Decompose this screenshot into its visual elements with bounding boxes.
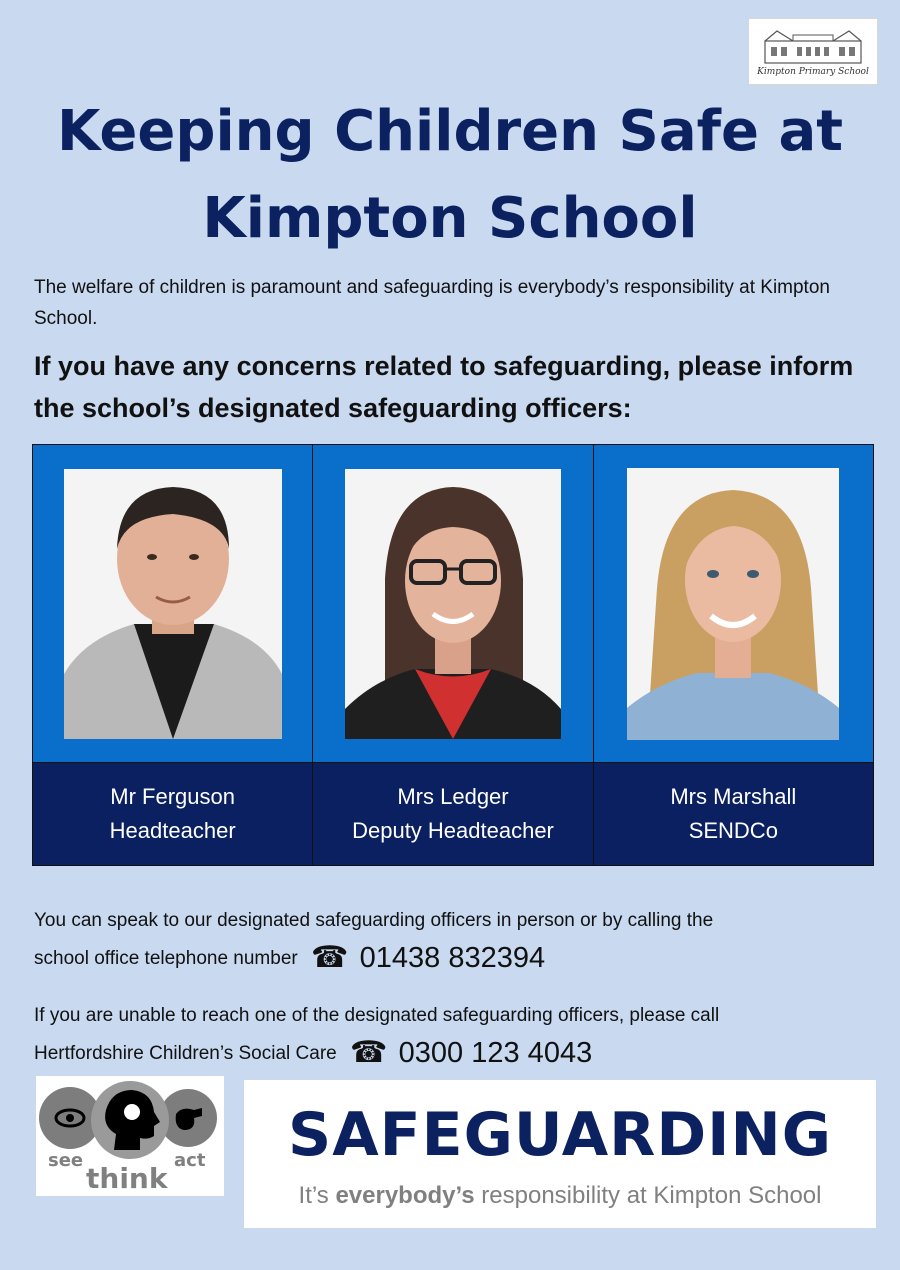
officer-card (33, 445, 313, 865)
officer-name: Mrs Marshall (670, 784, 797, 809)
page-title (0, 88, 900, 262)
school-office-phone[interactable]: 01438 832394 (359, 942, 546, 974)
contact-2-line-2-wrap (34, 1037, 874, 1069)
officer-card (594, 445, 873, 865)
officer-photo (345, 469, 561, 739)
school-logo (748, 18, 878, 85)
officer-name-cell (594, 763, 873, 865)
officer-name-cell (33, 763, 312, 865)
act-label: act (174, 1150, 206, 1171)
officer-name-cell (313, 763, 592, 865)
officer-photo (627, 468, 839, 740)
photo-cell (594, 445, 873, 763)
contact-2-line-2: Hertfordshire Children’s Social Care (34, 1043, 337, 1064)
officer-role: SENDCo (688, 818, 778, 843)
officer-role: Deputy Headteacher (352, 818, 554, 843)
officer-role: Headteacher (109, 818, 236, 843)
title-line-2: Kimpton School (202, 186, 698, 251)
logo-text: Kimpton Primary School (757, 67, 869, 77)
photo-cell (313, 445, 592, 763)
think-label: think (86, 1162, 168, 1195)
telephone-icon: ☎ (350, 1036, 388, 1069)
social-care-phone[interactable]: 0300 123 4043 (398, 1037, 593, 1069)
banner-sub-bold: everybody’s (335, 1182, 475, 1209)
contact-paragraph-2 (34, 1000, 874, 1069)
contact-paragraph-1 (34, 905, 874, 974)
officer-name: Mr Ferguson (110, 784, 236, 809)
see-think-act-logo (36, 1076, 224, 1196)
contact-1-line-2-wrap (34, 942, 874, 974)
see-label: see (48, 1150, 84, 1171)
telephone-icon: ☎ (311, 941, 349, 974)
officer-photo (64, 469, 282, 739)
safeguarding-banner (244, 1080, 876, 1228)
title-line-1: Keeping Children Safe at (56, 99, 844, 164)
photo-cell (33, 445, 312, 763)
banner-sub-pre: It’s (298, 1182, 336, 1209)
school-building-icon (763, 27, 863, 65)
banner-title: SAFEGUARDING (288, 1100, 832, 1170)
officer-card (313, 445, 593, 865)
banner-sub-post: responsibility at Kimpton School (474, 1182, 822, 1209)
contact-1-line-2: school office telephone number (34, 948, 298, 969)
safeguarding-officers-table (32, 444, 874, 866)
contact-1-line-1: You can speak to our designated safeguarding officers in person or by calling the (34, 910, 714, 931)
officer-name: Mrs Ledger (397, 784, 509, 809)
concern-heading: If you have any concerns related to safeguarding, please inform the school’s designated safeguarding officers: (34, 351, 854, 423)
banner-subtitle (244, 1182, 876, 1210)
contact-2-line-1: If you are unable to reach one of the designated safeguarding officers, please call (34, 1005, 720, 1026)
intro-text: The welfare of children is paramount and safeguarding is everybody’s responsibility at Kimpton School. (34, 277, 830, 329)
